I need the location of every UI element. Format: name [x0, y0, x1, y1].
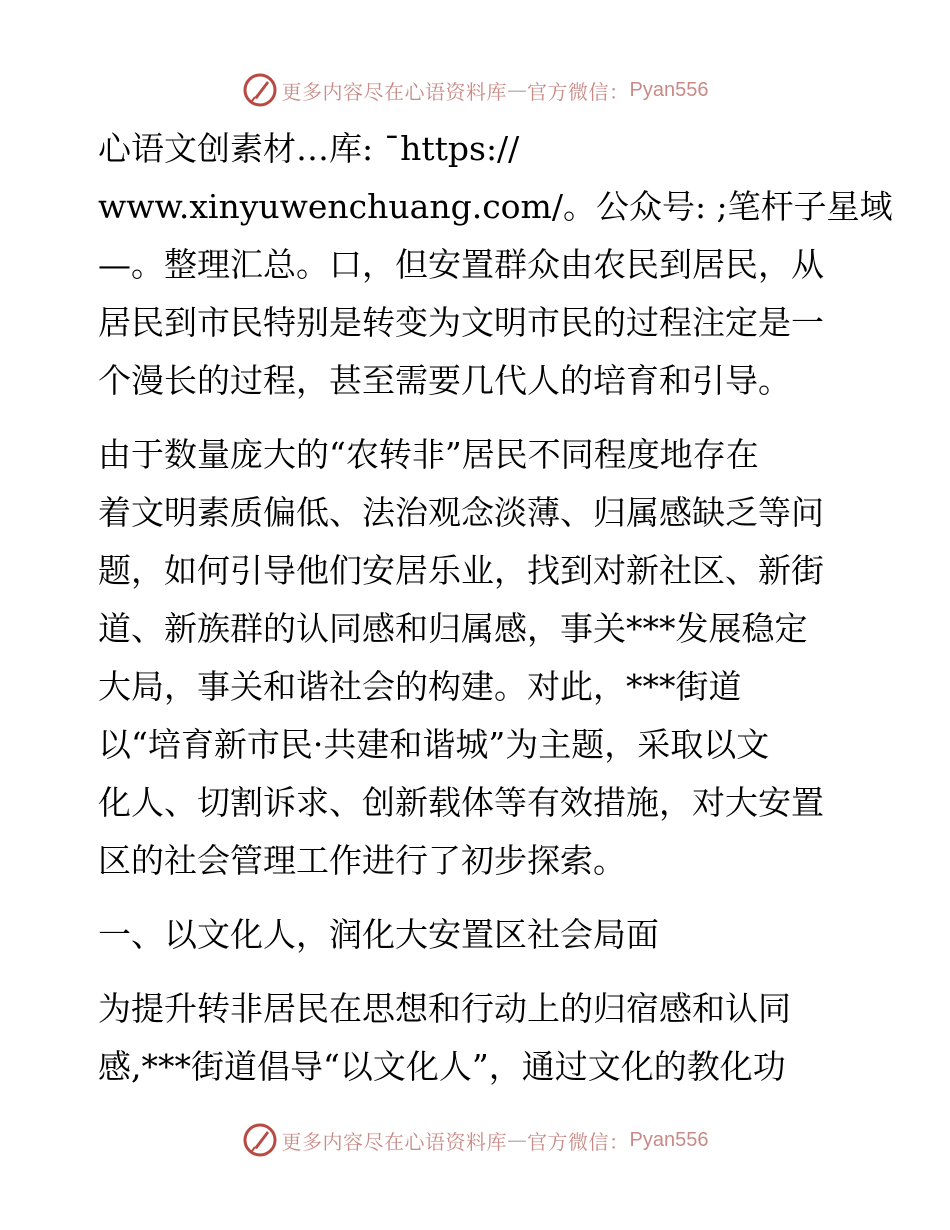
text-line: 道、新族群的认同感和归属感，事关***发展稳定: [98, 609, 808, 648]
document-body: [98, 120, 893, 1096]
watermark-text: 更多内容尽在心语资料库: [281, 1129, 508, 1154]
watermark-label: 官方微信：: [527, 79, 630, 104]
text-line: 由于数量庞大的“农转非”居民不同程度地存在: [98, 435, 759, 474]
text-line: 感,***街道倡导“以文化人”，通过文化的教化功: [98, 1047, 786, 1086]
text-line: 题，如何引导他们安居乐业，找到对新社区、新街: [98, 551, 824, 590]
text-line: 为提升转非居民在思想和行动上的归宿感和认同: [98, 989, 791, 1028]
text-line: 大局，事关和谐社会的构建。对此，***街道: [98, 667, 742, 706]
paragraph-3: [98, 980, 858, 1096]
section-heading: [98, 906, 858, 964]
watermark-footer: [0, 1120, 950, 1160]
watermark-id: Pyan556: [629, 78, 709, 101]
watermark-id: Pyan556: [629, 1128, 709, 1151]
text-line: 区的社会管理工作进行了初步探索。: [98, 841, 626, 880]
text-line: www.xinyuwenchuang.com/。公众号: ;笔杆子星域: [98, 187, 893, 226]
paragraph-2: [98, 426, 858, 890]
quill-logo-icon: [242, 72, 278, 108]
quill-logo-icon: [242, 1122, 278, 1158]
text-line: 居民到市民特别是转变为文明市民的过程注定是一: [98, 303, 824, 342]
text-line: 以“培育新市民·共建和谐城”为主题，采取以文: [98, 725, 770, 764]
text-line: 个漫长的过程，甚至需要几代人的培育和引导。: [98, 361, 791, 400]
text-line: —。整理汇总。口，但安置群众由农民到居民，从: [98, 245, 824, 284]
watermark-separator: —: [507, 78, 528, 102]
text-line: 心语文创素材…库: ¯https://: [98, 129, 520, 168]
text-line: 化人、切割诉求、创新载体等有效措施，对大安置: [98, 783, 824, 822]
watermark-header: [0, 70, 950, 110]
heading-line: 一、以文化人，润化大安置区社会局面: [98, 915, 659, 954]
watermark-label: 官方微信：: [527, 1129, 630, 1154]
watermark-separator: —: [507, 1128, 528, 1152]
watermark-text: 更多内容尽在心语资料库: [281, 79, 508, 104]
text-line: 着文明素质偏低、法治观念淡薄、归属感缺乏等问: [98, 493, 824, 532]
paragraph-1: [98, 120, 893, 410]
